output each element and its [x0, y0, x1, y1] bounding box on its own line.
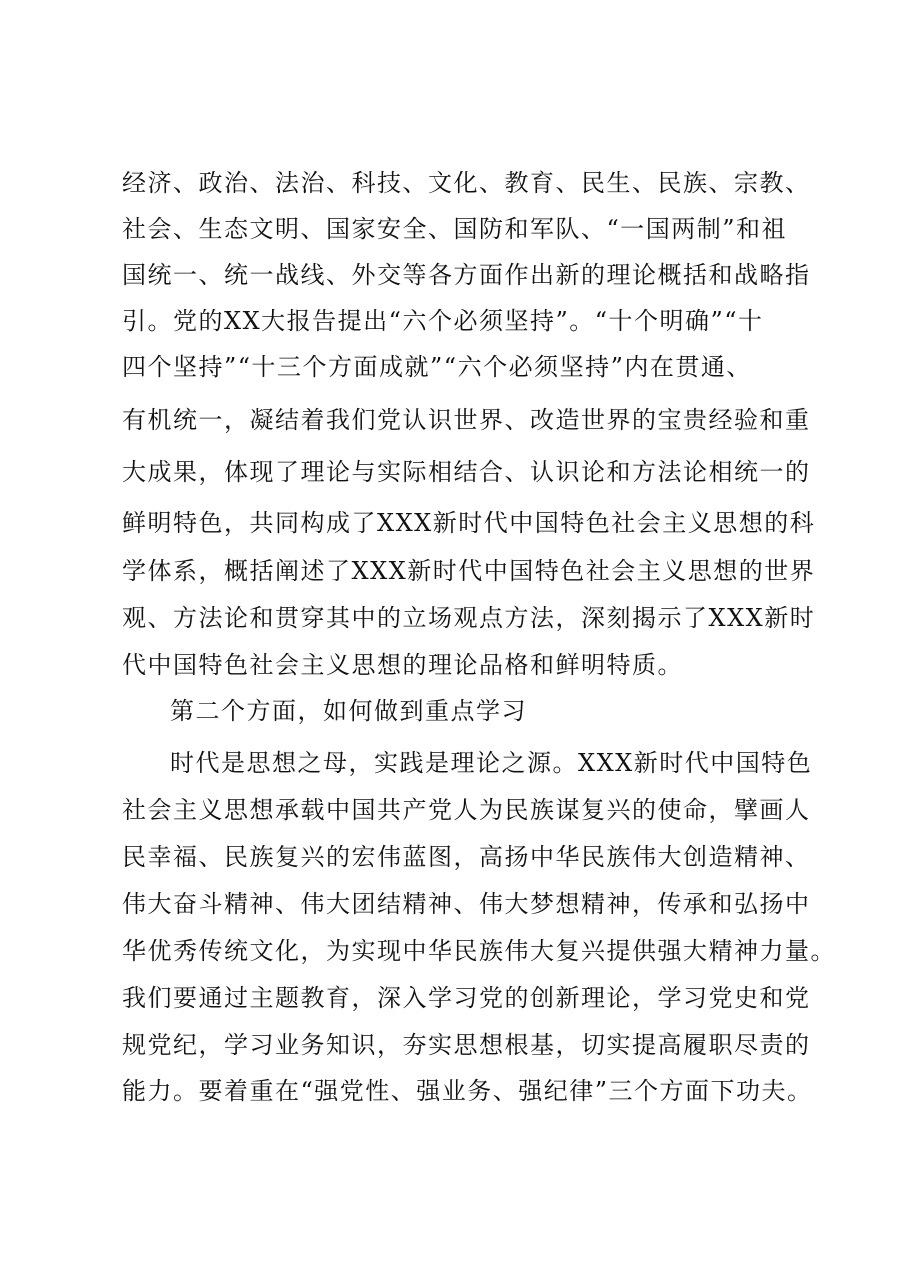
- text-line: 观、方法论和贯穿其中的立场观点方法，深刻揭示了XXX新时: [122, 604, 816, 632]
- text-line: 时代是思想之母，实践是理论之源。XXX新时代中国特色: [170, 749, 813, 777]
- text-line: 四个坚持”“十三个方面成就”“六个必须坚持”内在贯通、: [122, 353, 752, 381]
- text-line: 学体系，概括阐述了XXX新时代中国特色社会主义思想的世界: [122, 557, 816, 585]
- text-line: 引。党的XX大报告提出“六个必须坚持”。“十个明确”“十: [122, 307, 764, 335]
- text-line: 规党纪，学习业务知识，夯实思想根基，切实提高履职尽责的: [122, 1031, 811, 1059]
- text-line: 民幸福、民族复兴的宏伟蓝图，高扬中华民族伟大创造精神、: [122, 843, 811, 871]
- text-line: 我们要通过主题教育，深入学习党的创新理论，学习党史和党: [122, 984, 811, 1012]
- text-line: 代中国特色社会主义思想的理论品格和鲜明特质。: [122, 651, 683, 679]
- text-line: 能力。要着重在“强党性、强业务、强纪律”三个方面下功夫。: [122, 1077, 813, 1105]
- text-line: 华优秀传统文化，为实现中华民族伟大复兴提供强大精神力量。: [122, 937, 836, 965]
- text-line: 大成果，体现了理论与实际相结合、认识论和方法论相统一的: [122, 458, 811, 486]
- text-line: 伟大奋斗精神、伟大团结精神、伟大梦想精神，传承和弘扬中: [122, 890, 811, 918]
- text-line: 社会、生态文明、国家安全、国防和军队、“一国两制”和祖: [122, 215, 788, 243]
- text-line: 有机统一，凝结着我们党认识世界、改造世界的宝贵经验和重: [122, 406, 811, 434]
- section-heading: 第二个方面，如何做到重点学习: [170, 697, 527, 725]
- text-line: 社会主义思想承载中国共产党人为民族谋复兴的使命，擘画人: [122, 796, 811, 824]
- text-line: 经济、政治、法治、科技、文化、教育、民生、民族、宗教、: [122, 169, 811, 197]
- text-line: 鲜明特色，共同构成了XXX新时代中国特色社会主义思想的科: [122, 509, 816, 537]
- text-line: 国统一、统一战线、外交等各方面作出新的理论概括和战略指: [122, 261, 811, 289]
